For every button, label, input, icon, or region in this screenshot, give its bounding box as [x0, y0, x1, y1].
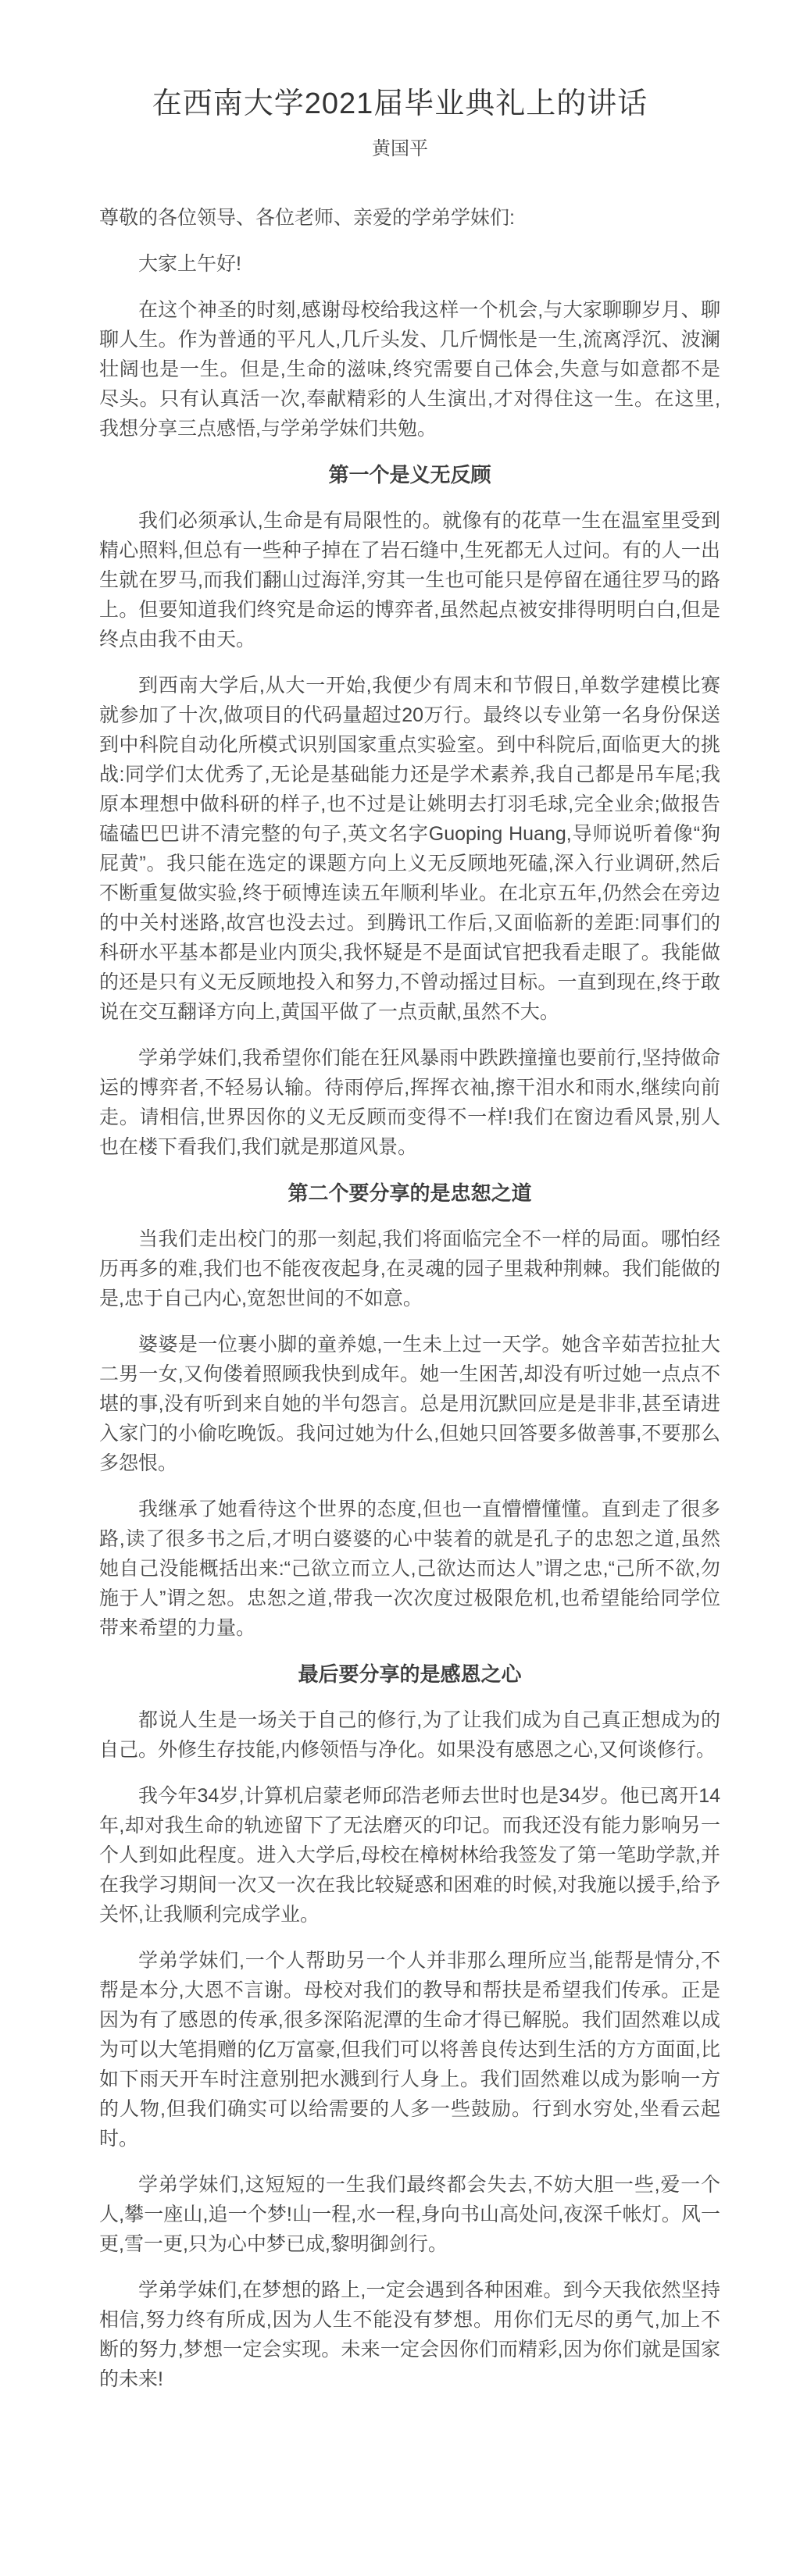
- paragraph: 学弟学妹们,一个人帮助另一个人并非那么理所应当,能帮是情分,不帮是本分,大恩不言谢。母校对我们的教导和帮扶是希望我们传承。正是因为有了感恩的传承,很多深陷泥潭的生命才得已解脱。我们固然难以成为可以大笔捐赠的亿万富豪,但我们可以将善良传达到生活的方方面面,比如下雨天开车时注意别把水溅到行人身上。我们固然难以成为影响一方的人物,但我们确实可以给需要的人多一些鼓励。行到水穷处,坐看云起时。: [99, 1950, 720, 2150]
- paragraph: 当我们走出校门的那一刻起,我们将面临完全不一样的局面。哪怕经历再多的难,我们也不能夜夜起身,在灵魂的园子里栽种荆棘。我们能做的是,忠于自己内心,宽恕世间的不如意。: [99, 1228, 720, 1309]
- section-heading: 最后要分享的是感恩之心: [298, 1662, 522, 1686]
- section-heading: 第一个是义无反顾: [328, 463, 491, 486]
- article-title: 在西南大学2021届毕业典礼上的讲话: [152, 87, 648, 120]
- paragraph: 在这个神圣的时刻,感谢母校给我这样一个机会,与大家聊聊岁月、聊聊人生。作为普通的平凡人,几斤头发、几斤惆怅是一生,流离浮沉、波澜壮阔也是一生。但是,生命的滋味,终究需要自己体会,失意与如意都不是尽头。只有认真活一次,奉献精彩的人生演出,才对得住这一生。在这里,我想分享三点感悟,与学弟学妹们共勉。: [99, 299, 720, 440]
- paragraph: 我今年34岁,计算机启蒙老师邱浩老师去世时也是34岁。他已离开14年,却对我生命的轨迹留下了无法磨灭的印记。而我还没有能力影响另一个人到如此程度。进入大学后,母校在樟树林给我签发了第一笔助学款,并在我学习期间一次又一次在我比较疑惑和困难的时候,对我施以援手,给予关怀,让我顺利完成学业。: [99, 1785, 720, 1926]
- article-body: [0, 203, 800, 2394]
- paragraph: 我继承了她看待这个世界的态度,但也一直懵懵懂懂。直到走了很多路,读了很多书之后,才明白婆婆的心中装着的就是孔子的忠恕之道,虽然她自己没能概括出来:“己欲立而立人,己欲达而达人”谓之忠,“己所不欲,勿施于人”谓之恕。忠恕之道,带我一次次度过极限危机,也希望能给同学位带来希望的力量。: [99, 1498, 720, 1639]
- section-heading: 第二个要分享的是忠恕之道: [288, 1181, 532, 1205]
- paragraph: 尊敬的各位领导、各位老师、亲爱的学弟学妹们:: [99, 207, 515, 229]
- paragraph: 我们必须承认,生命是有局限性的。就像有的花草一生在温室里受到精心照料,但总有一些种子掉在了岩石缝中,生死都无人过问。有的人一出生就在罗马,而我们翻山过海洋,穷其一生也可能只是停留在通往罗马的路上。但要知道我们终究是命运的博弈者,虽然起点被安排得明明白白,但是终点由我不由天。: [99, 510, 720, 650]
- paragraph: 学弟学妹们,这短短的一生我们最终都会失去,不妨大胆一些,爱一个人,攀一座山,追一个梦!山一程,水一程,身向书山高处问,夜深千帐灯。风一更,雪一更,只为心中梦已成,黎明御剑行。: [99, 2174, 720, 2255]
- paragraph: 学弟学妹们,我希望你们能在狂风暴雨中跌跌撞撞也要前行,坚持做命运的博弈者,不轻易认输。待雨停后,挥挥衣袖,擦干泪水和雨水,继续向前走。请相信,世界因你的义无反顾而变得不一样!我们在窗边看风景,别人也在楼下看我们,我们就是那道风景。: [99, 1047, 720, 1158]
- paragraph: 婆婆是一位裹小脚的童养媳,一生未上过一天学。她含辛茹苦拉扯大二男一女,又佝偻着照顾我快到成年。她一生困苦,却没有听过她一点点不堪的事,没有听到来自她的半句怨言。总是用沉默回应是是非非,甚至请进入家门的小偷吃晚饭。我问过她为什么,但她只回答要多做善事,不要那么多怨恨。: [99, 1334, 720, 1474]
- paragraph: 学弟学妹们,在梦想的路上,一定会遇到各种困难。到今天我依然坚持相信,努力终有所成,因为人生不能没有梦想。用你们无尽的勇气,加上不断的努力,梦想一定会实现。未来一定会因你们而精彩,因为你们就是国家的未来!: [99, 2279, 720, 2390]
- paragraph: 到西南大学后,从大一开始,我便少有周末和节假日,单数学建模比赛就参加了十次,做项目的代码量超过20万行。最终以专业第一名身份保送到中科院自动化所模式识别国家重点实验室。到中科院后,面临更大的挑战:同学们太优秀了,无论是基础能力还是学术素养,我自己都是吊车尾;我原本理想中做科研的样子,也不过是让姚明去打羽毛球,完全业余;做报告磕磕巴巴讲不清完整的句子,英文名字Guoping Huang,导师说听着像“狗屁黄”。我只能在选定的课题方向上义无反顾地死磕,深入行业调研,然后不断重复做实验,终于硕博连读五年顺利毕业。在北京五年,仍然会在旁边的中关村迷路,故宫也没去过。到腾讯工作后,又面临新的差距:同事们的科研水平基本都是业内顶尖,我怀疑是不是面试官把我看走眼了。我能做的还是只有义无反顾地投入和努力,不曾动摇过目标。一直到现在,终于敢说在交互翻译方向上,黄国平做了一点贡献,虽然不大。: [99, 675, 720, 1023]
- article-author: 黄国平: [372, 138, 428, 159]
- paragraph: 都说人生是一场关于自己的修行,为了让我们成为自己真正想成为的自己。外修生存技能,内修领悟与净化。如果没有感恩之心,又何谈修行。: [99, 1709, 720, 1761]
- paragraph: 大家上午好!: [138, 253, 241, 275]
